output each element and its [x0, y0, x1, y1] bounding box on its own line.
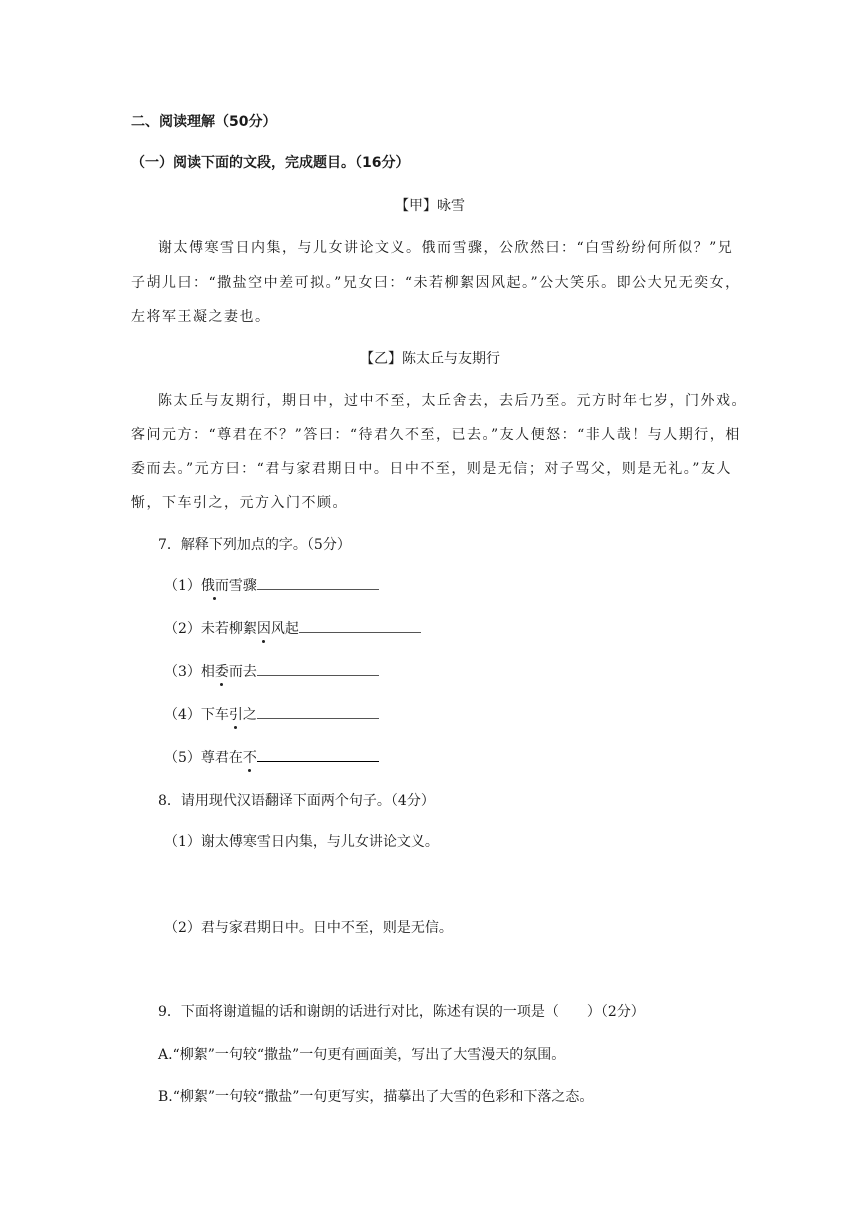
q7-item [164, 575, 379, 596]
item-text: 而去 [228, 664, 257, 680]
passage-a-title: 【甲】咏雪 [395, 198, 465, 214]
item-text: 下车 [200, 707, 229, 723]
answer-blank[interactable] [257, 704, 379, 719]
passage-b-line: 客问元方：“尊君在不？”答曰：“待君久不至，已去。”友人便怒：“非人哉！与人期行，相 [131, 427, 741, 443]
item-text: 尊君在 [200, 750, 243, 766]
q9-option-b: B.“柳絮”一句较“撒盐”一句更写实，描摹出了大雪的色彩和下落之态。 [158, 1089, 594, 1105]
item-text: 风起 [270, 621, 299, 637]
section-title: 二、阅读理解（50分） [131, 114, 277, 130]
dotted-word: 不 [242, 750, 257, 766]
item-text: 相 [200, 664, 215, 680]
q8-item: （1）谢太傅寒雪日内集，与儿女讲论文义。 [164, 834, 439, 850]
answer-blank[interactable] [257, 661, 379, 676]
item-number: （3） [164, 664, 201, 680]
passage-a-line: 谢太傅寒雪日内集，与儿女讲论文义。俄而雪骤，公欣然曰：“白雪纷纷何所似？”兄 [158, 240, 734, 256]
q9-option-a: A.“柳絮”一句较“撒盐”一句更有画面美，写出了大雪漫天的氛围。 [158, 1047, 566, 1063]
item-number: （1） [164, 578, 201, 594]
passage-b-line: 陈太丘与友期行，期日中，过中不至，太丘舍去，去后乃至。元方时年七岁，门外戏。 [158, 393, 747, 409]
dotted-word: 因 [256, 621, 271, 637]
passage-b-title: 【乙】陈太丘与友期行 [360, 351, 500, 367]
answer-blank[interactable] [257, 747, 379, 762]
q7-item [164, 747, 379, 768]
q8-stem: 8．请用现代汉语翻译下面两个句子。（4分） [158, 793, 435, 809]
item-number: （2） [164, 621, 201, 637]
q7-stem: 7．解释下列加点的字。（5分） [158, 537, 351, 553]
part-one-heading: （一）阅读下面的文段，完成题目。（16分） [131, 155, 410, 171]
q7-item [164, 661, 379, 682]
passage-a-line: 左将军王凝之妻也。 [131, 309, 271, 325]
dotted-word: 俄而 [200, 578, 229, 594]
q7-item [164, 618, 421, 639]
passage-b-line: 委而去。”元方曰：“君与家君期日中。日中不至，则是无信；对子骂父，则是无礼。”友人 [131, 461, 732, 477]
q8-item: （2）君与家君期日中。日中不至，则是无信。 [164, 920, 453, 936]
passage-a-line: 子胡儿曰：“撒盐空中差可拟。”兄女曰：“未若柳絮因风起。”公大笑乐。即公大兄无奕女， [131, 275, 741, 291]
dotted-word: 引 [228, 707, 243, 723]
q7-item [164, 704, 379, 725]
item-text: 之 [242, 707, 257, 723]
item-text: 雪骤 [228, 578, 257, 594]
item-number: （4） [164, 707, 201, 723]
item-text: 未若柳絮 [200, 621, 257, 637]
answer-blank[interactable] [257, 575, 379, 590]
dotted-word: 委 [214, 664, 229, 680]
answer-blank[interactable] [299, 618, 421, 633]
item-number: （5） [164, 750, 201, 766]
q9-stem: 9．下面将谢道韫的话和谢朗的话进行对比，陈述有误的一项是（ ）（2分） [158, 1004, 645, 1020]
passage-b-line: 惭，下车引之，元方入门不顾。 [131, 495, 348, 511]
